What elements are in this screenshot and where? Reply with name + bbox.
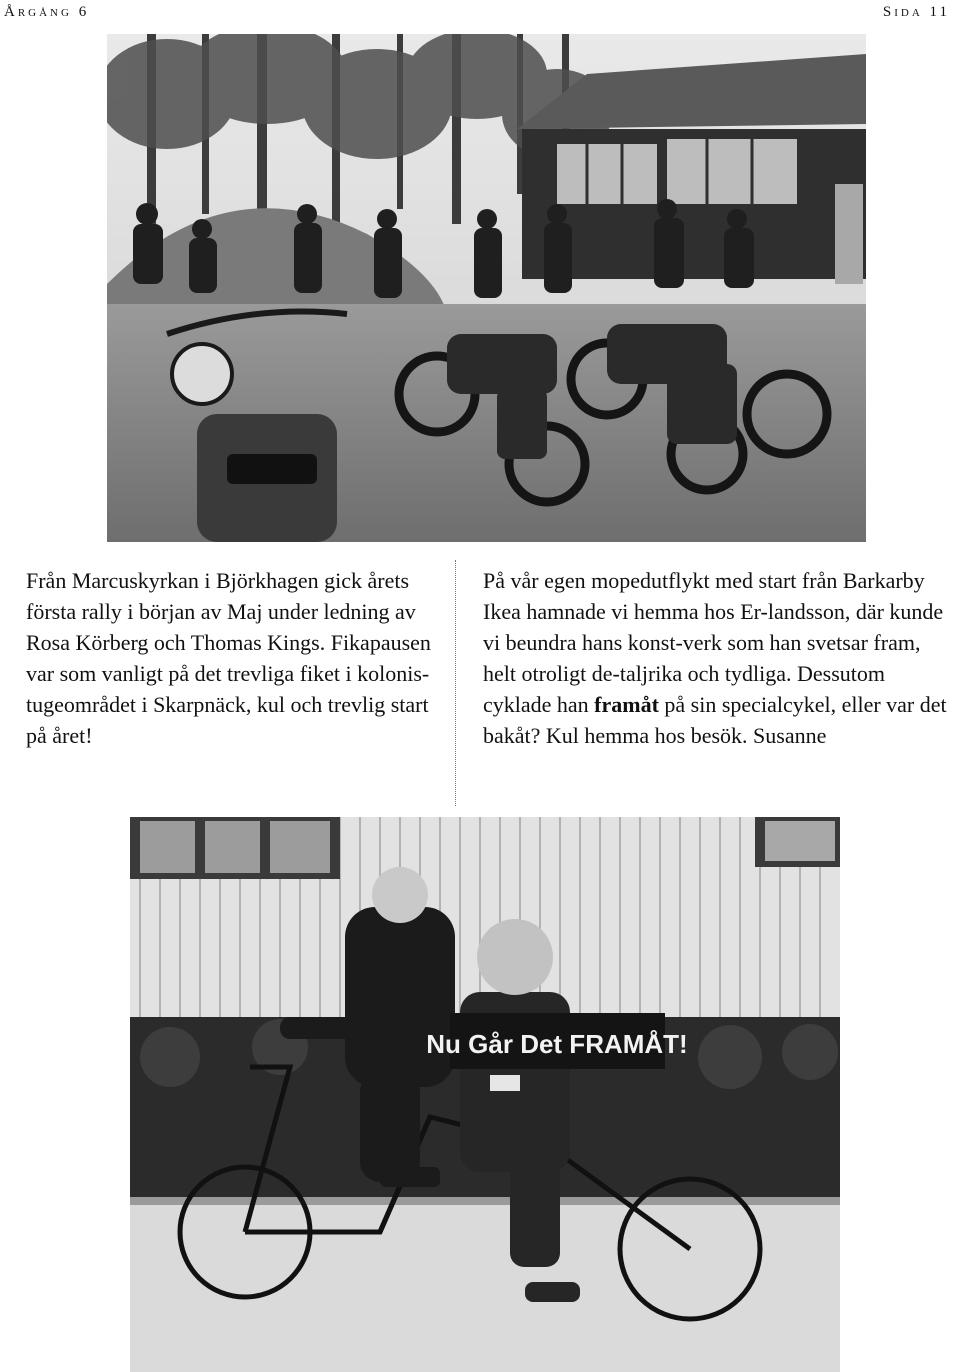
column-divider [455, 560, 456, 806]
photo-tandem-bicycle [130, 817, 840, 1372]
header-page-number: Sida 11 [882, 4, 950, 20]
photo-moped-rally [107, 34, 866, 542]
caption-visit [483, 565, 948, 751]
caption-visit-text-start: På vår egen mopedutflykt med start från Barkarby Ikea hamnade vi hemma hos Er-landsson, där kunde vi beundra hans konst-verk som han svetsar fram, helt otroligt de-taljrika och tydliga. Dessutom cyklade han [483, 568, 944, 717]
caption-visit-text-end: på sin specialcykel, eller var det bakåt? Kul hemma hos besök. Susanne [483, 692, 947, 748]
header-year: Årgång 6 [4, 4, 90, 20]
caption-visit-bold-word: framåt [594, 692, 659, 717]
caption-rally: Från Marcuskyrkan i Björkhagen gick årets första rally i början av Maj under ledning av Rosa Körberg och Thomas Kings. Fikapausen var som vanligt på det trevliga fiket i kolonis-tugeområdet i Skarpnäck, kul och trevlig start på året! [26, 568, 431, 748]
tandem-sign-text: Nu Går Det FRAMÅT! [426, 1029, 688, 1059]
